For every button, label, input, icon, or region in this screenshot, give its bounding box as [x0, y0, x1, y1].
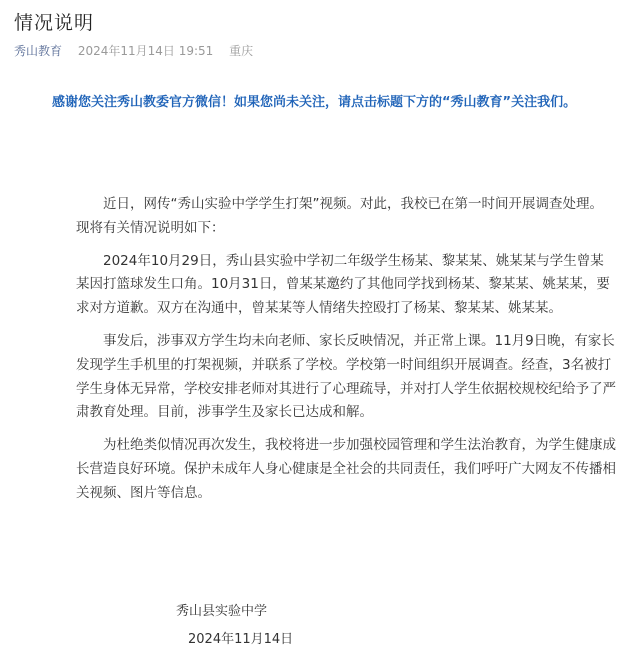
signature-block [176, 598, 293, 654]
signature-date: 2024年11月14日 [188, 632, 294, 647]
follow-notice: 感谢您关注秀山教委官方微信！如果您尚未关注，请点击标题下方的“秀山教育”关注我们。 [52, 95, 577, 110]
publish-time: 2024年11月14日 19:51 [77, 44, 214, 58]
account-name-link[interactable]: 秀山教育 [14, 44, 63, 58]
body-paragraph: 为杜绝类似情况再次发生，我校将进一步加强校园管理和学生法治教育，为学生健康成长营造良好环境。保护未成年人身心健康是全社会的共同责任，我们呼吁广大网友不传播相关视频、图片等信息。 [76, 437, 616, 501]
article-title: 情况说明 [14, 12, 95, 34]
body-paragraph: 2024年10月29日，秀山县实验中学初二年级学生杨某、黎某某、姚某某与学生曾某某因打篮球发生口角。10月31日，曾某某邀约了其他同学找到杨某、黎某某、姚某某，要求对方道歉。双方在沟通中，曾某某等人情绪失控殴打了杨某、黎某某、姚某某。 [76, 252, 610, 317]
body-paragraph: 事发后，涉事双方学生均未向老师、家长反映情况，并正常上课。11月9日晚，有家长发现学生手机里的打架视频，并联系了学校。学校第一时间组织开展调查。经查，3名被打学生身体无异常，学校安排老师对其进行了心理疏导，并对打人学生依据校规校纪给予了严肃教育处理。目前，涉事学生及家长已达成和解。 [76, 332, 616, 421]
article-meta [14, 42, 253, 59]
publish-location: 重庆 [229, 44, 254, 58]
article-body [76, 193, 616, 515]
body-paragraph: 近日，网传“秀山实验中学学生打架”视频。对此，我校已在第一时间开展调查处理。现将有关情况说明如下： [76, 196, 603, 236]
signature-org: 秀山县实验中学 [176, 604, 268, 619]
